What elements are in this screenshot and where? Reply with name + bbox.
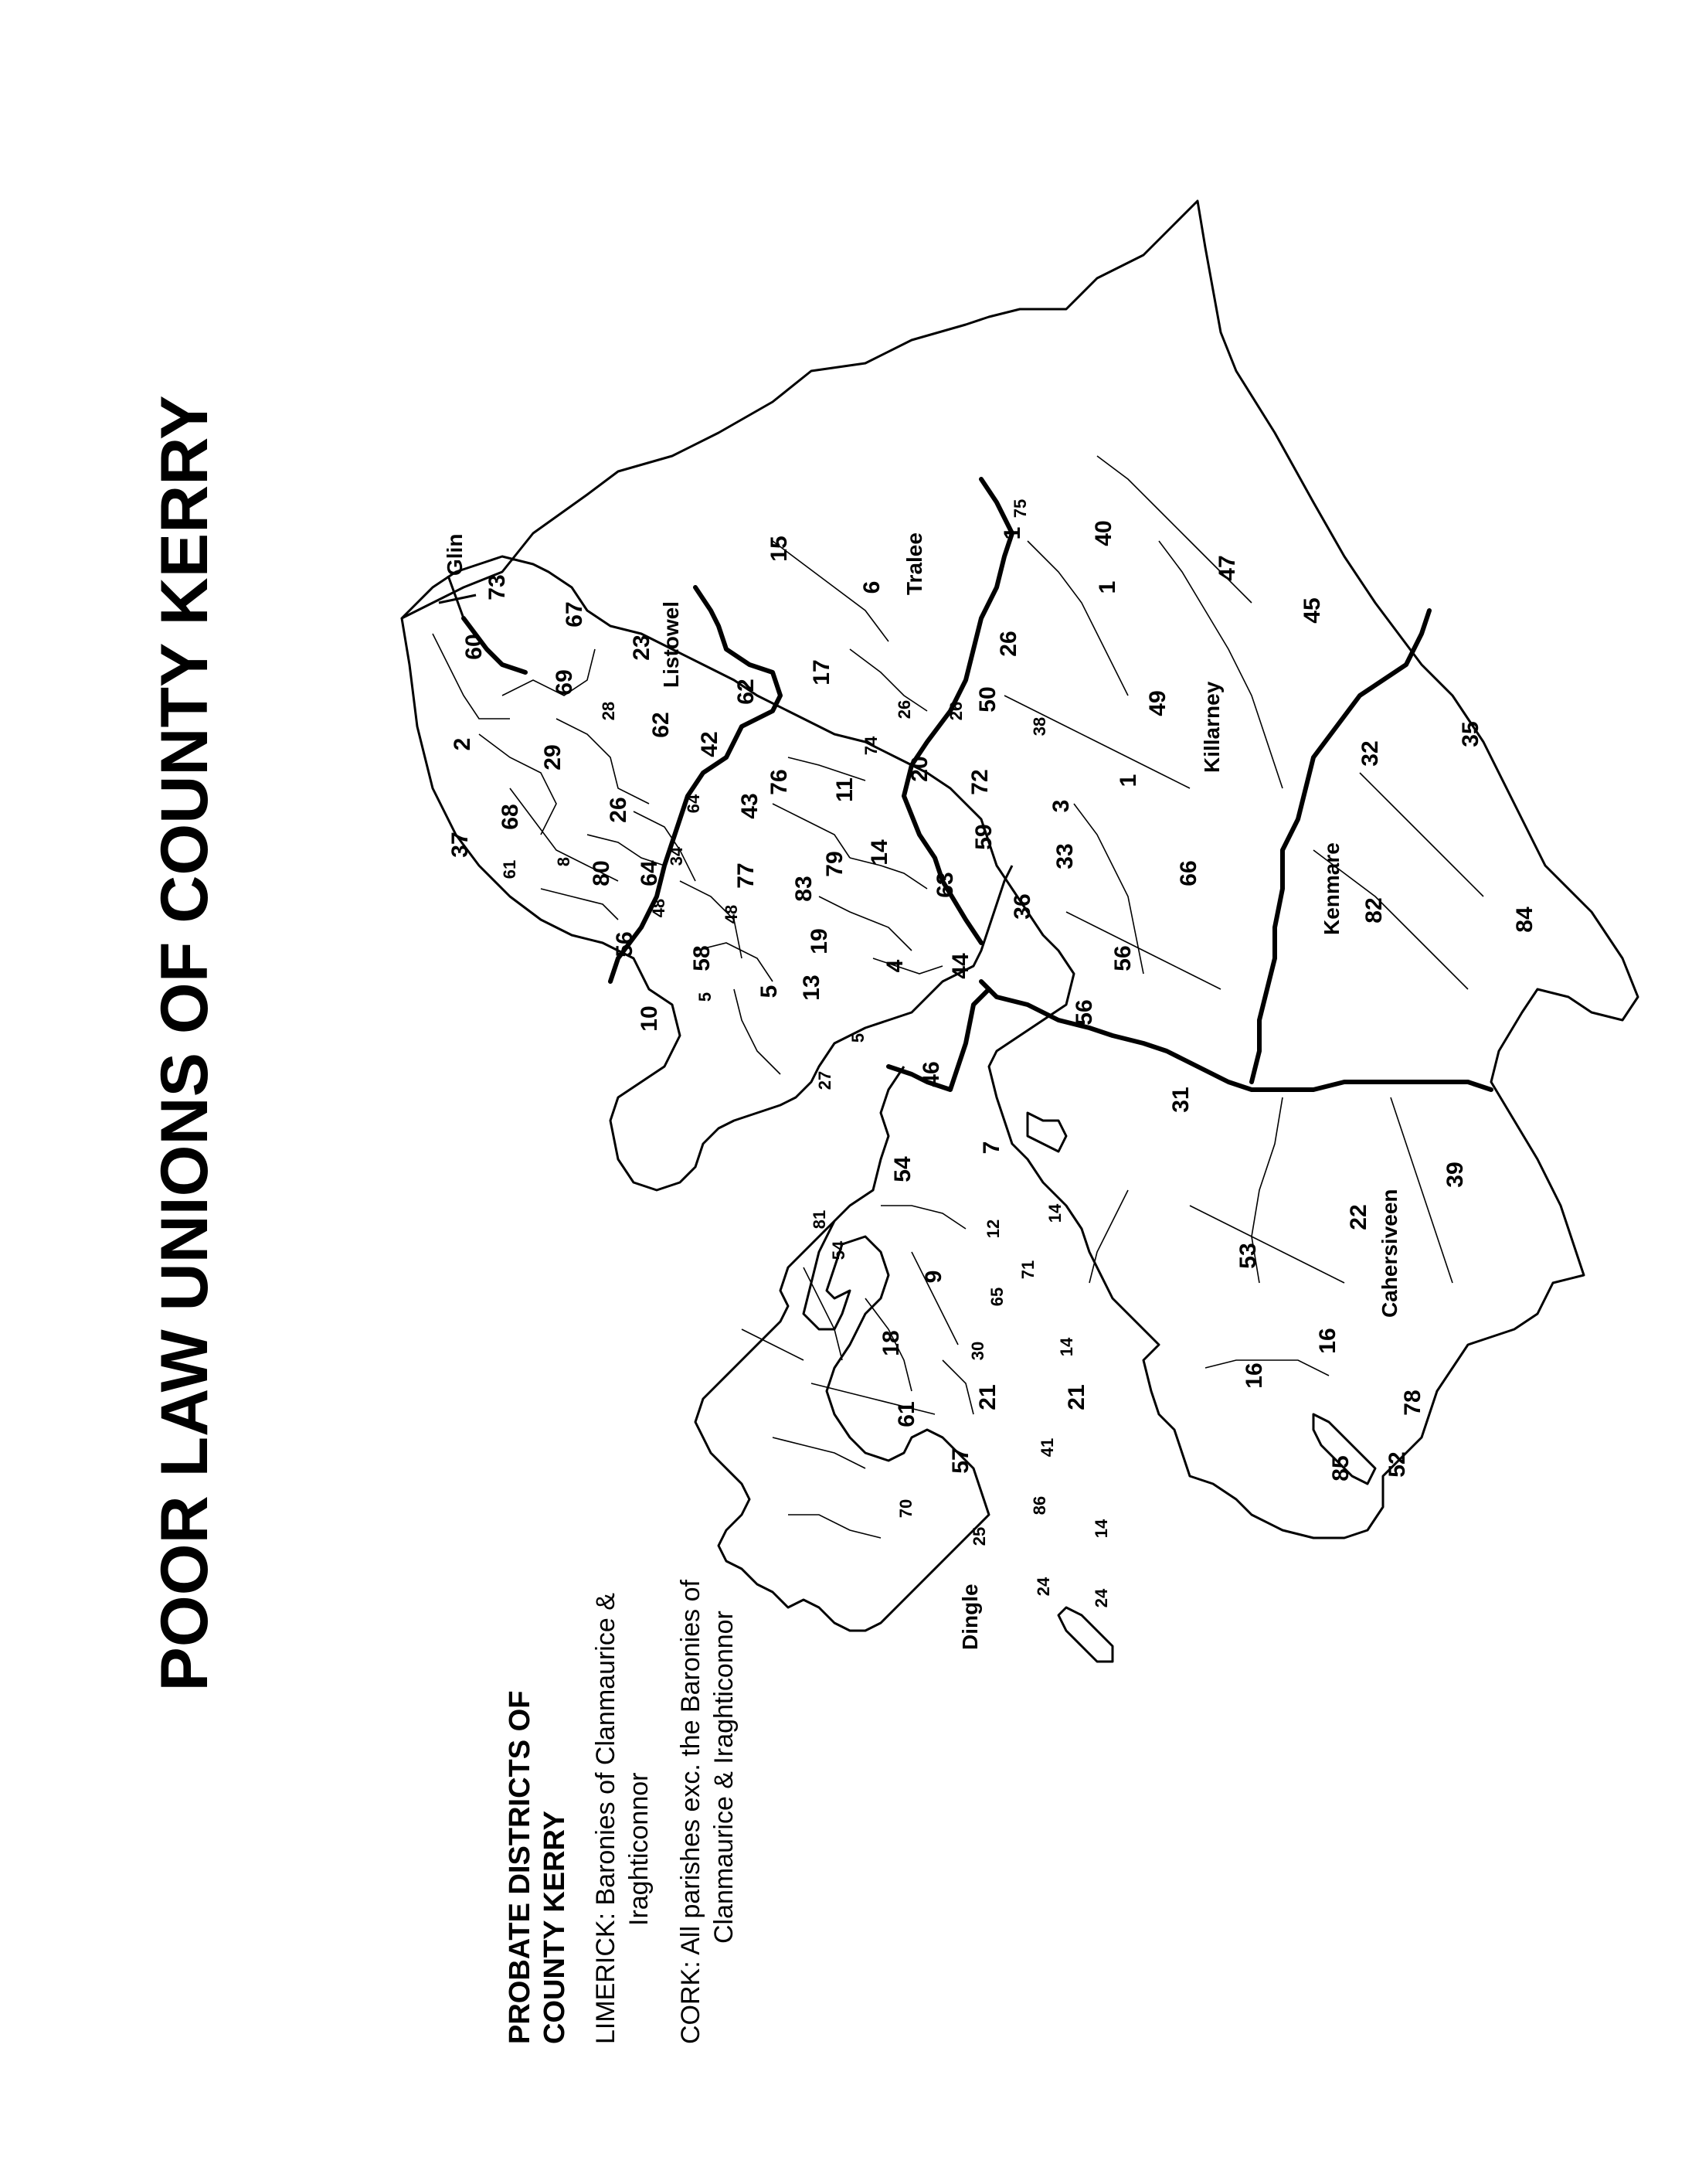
page-title: POOR LAW UNIONS OF COUNTY KERRY — [148, 395, 222, 1692]
parish-label: 46 — [919, 1061, 944, 1087]
town-dingle: Dingle — [958, 1584, 982, 1650]
town-killarney: Killarney — [1200, 681, 1224, 773]
parish-label: 68 — [498, 804, 523, 830]
parish-label: 31 — [1168, 1087, 1194, 1113]
parish-label: 3 — [1048, 799, 1074, 813]
parish-label: 24 — [1034, 1577, 1053, 1597]
parish-label: 29 — [540, 744, 566, 771]
parish-label: 26 — [946, 701, 966, 721]
parish-label: 10 — [637, 1005, 662, 1032]
parish-label: 23 — [629, 634, 654, 661]
parish-boundaries — [433, 456, 1483, 1538]
parish-label: 21 — [975, 1384, 1001, 1410]
legend-cork-line2: Clanmaurice & Iraghticonnor — [709, 1611, 739, 1944]
parish-label: 43 — [737, 793, 763, 819]
parish-label: 18 — [878, 1330, 904, 1356]
parish-label: 42 — [697, 731, 722, 757]
parish-label: 59 — [971, 824, 997, 850]
parish-label: 57 — [948, 1447, 973, 1474]
parish-label: 13 — [799, 975, 824, 1001]
parish-label: 15 — [766, 536, 792, 562]
county-outline-main — [402, 201, 1638, 1538]
parish-label: 52 — [1385, 1451, 1410, 1478]
parish-label: 5 — [695, 992, 715, 1002]
parish-label: 1 — [1116, 774, 1141, 788]
county-outline-north — [402, 618, 1012, 1190]
parish-label: 26 — [895, 699, 914, 719]
parish-label: 20 — [907, 756, 933, 782]
parish-label: 66 — [1176, 860, 1201, 886]
town-kenmare: Kenmare — [1320, 842, 1344, 935]
parish-label: 62 — [733, 679, 759, 705]
parish-label: 74 — [861, 736, 881, 756]
parish-label: 33 — [1052, 843, 1078, 869]
legend-heading-line2: COUNTY KERRY — [539, 1811, 571, 2044]
parish-label: 26 — [606, 797, 631, 823]
parish-label: 27 — [815, 1070, 834, 1090]
parish-label: 37 — [447, 832, 473, 858]
parish-label: 64 — [684, 794, 703, 814]
county-outline-dingle — [695, 1066, 989, 1631]
parish-label: 73 — [484, 574, 510, 600]
parish-label: 61 — [894, 1401, 919, 1427]
parish-label: 70 — [896, 1499, 916, 1519]
parish-label: 22 — [1346, 1204, 1371, 1230]
parish-label: 40 — [1091, 520, 1116, 546]
parish-label: 5 — [848, 1032, 868, 1043]
island-dingle — [1058, 1607, 1113, 1662]
parish-label: 75 — [1011, 498, 1030, 519]
parish-label: 49 — [1145, 690, 1170, 716]
parish-label: 56 — [1072, 999, 1097, 1026]
parish-label: 71 — [1018, 1260, 1038, 1280]
parish-label: 69 — [552, 669, 577, 696]
parish-label: 39 — [1442, 1162, 1468, 1188]
parish-label: 8 — [554, 856, 573, 867]
parish-label: 80 — [589, 860, 614, 886]
parish-label: 2 — [450, 737, 475, 751]
legend-limerick-line1: LIMERICK: Baronies of Clanmaurice & — [591, 1593, 620, 2044]
parish-label: 4 — [882, 959, 908, 973]
parish-label: 54 — [829, 1240, 848, 1260]
parish-label: 86 — [1030, 1495, 1049, 1516]
parish-label: 50 — [975, 686, 1001, 713]
parish-label: 81 — [810, 1209, 829, 1230]
town-tralee: Tralee — [902, 532, 926, 595]
parish-label: 14 — [1045, 1203, 1065, 1223]
parish-label: 16 — [1242, 1362, 1267, 1389]
parish-label: 7 — [979, 1141, 1004, 1155]
parish-label: 67 — [562, 601, 587, 628]
legend — [504, 1580, 739, 2044]
parish-label: 35 — [1458, 721, 1483, 747]
town-cahersiveen: Cahersiveen — [1378, 1189, 1402, 1318]
parish-label: 25 — [970, 1526, 989, 1546]
parish-label: 65 — [987, 1287, 1007, 1307]
parish-label: 45 — [1300, 597, 1325, 624]
parish-label: 53 — [1235, 1243, 1261, 1269]
parish-label: 14 — [867, 839, 892, 866]
parish-label: 14 — [1092, 1519, 1111, 1539]
parish-label: 48 — [722, 904, 741, 924]
island-inlet — [1028, 1113, 1066, 1152]
parish-label: 28 — [599, 701, 618, 721]
parish-label: 56 — [1110, 945, 1136, 971]
parish-label: 61 — [500, 859, 519, 879]
parish-label: 76 — [766, 769, 792, 795]
parish-label: 21 — [1064, 1384, 1089, 1410]
parish-label: 54 — [890, 1156, 916, 1182]
parish-label: 41 — [1038, 1437, 1057, 1458]
parish-label: 85 — [1328, 1455, 1354, 1482]
parish-label: 32 — [1357, 740, 1383, 767]
parish-label: 83 — [791, 876, 817, 902]
parish-label: 62 — [648, 712, 674, 738]
parish-labels — [447, 499, 1537, 1607]
town-glin: Glin — [443, 533, 467, 576]
parish-label: 19 — [807, 928, 832, 954]
parish-label: 5 — [756, 985, 782, 998]
parish-label: 9 — [921, 1270, 946, 1284]
parish-label: 6 — [859, 580, 885, 594]
parish-label: 56 — [612, 931, 637, 958]
parish-label: 38 — [1030, 716, 1049, 737]
parish-label: 78 — [1400, 1390, 1425, 1416]
parish-label: 60 — [461, 634, 487, 660]
parish-label: 77 — [733, 862, 759, 889]
parish-label: 34 — [667, 846, 686, 866]
parish-label: 64 — [637, 860, 662, 886]
parish-label: 36 — [1010, 893, 1035, 920]
parish-label: 26 — [996, 631, 1021, 657]
parish-label: 17 — [809, 659, 834, 685]
parish-label: 82 — [1361, 897, 1387, 924]
town-listowel: Listowel — [659, 600, 683, 688]
legend-limerick-line2: Iraghticonnor — [624, 1772, 654, 1926]
parish-label: 11 — [832, 777, 858, 802]
parish-label: 48 — [649, 898, 668, 918]
parish-label: 72 — [967, 769, 993, 795]
parish-label: 14 — [1057, 1337, 1076, 1357]
parish-label: 63 — [933, 872, 958, 898]
parish-label: 1 — [1095, 580, 1120, 594]
parish-label: 30 — [968, 1341, 987, 1361]
parish-label: 79 — [822, 851, 848, 877]
parish-label: 1 — [1000, 526, 1025, 540]
parish-label: 44 — [948, 953, 973, 979]
parish-label: 16 — [1315, 1328, 1340, 1354]
legend-cork-line1: CORK: All parishes exc. the Baronies of — [676, 1580, 705, 2044]
parish-label: 47 — [1215, 555, 1240, 581]
parish-label: 58 — [689, 945, 715, 971]
legend-heading-line1: PROBATE DISTRICTS OF — [504, 1690, 536, 2044]
parish-label: 84 — [1512, 907, 1537, 933]
parish-label: 12 — [984, 1219, 1003, 1239]
parish-label: 24 — [1092, 1588, 1111, 1608]
